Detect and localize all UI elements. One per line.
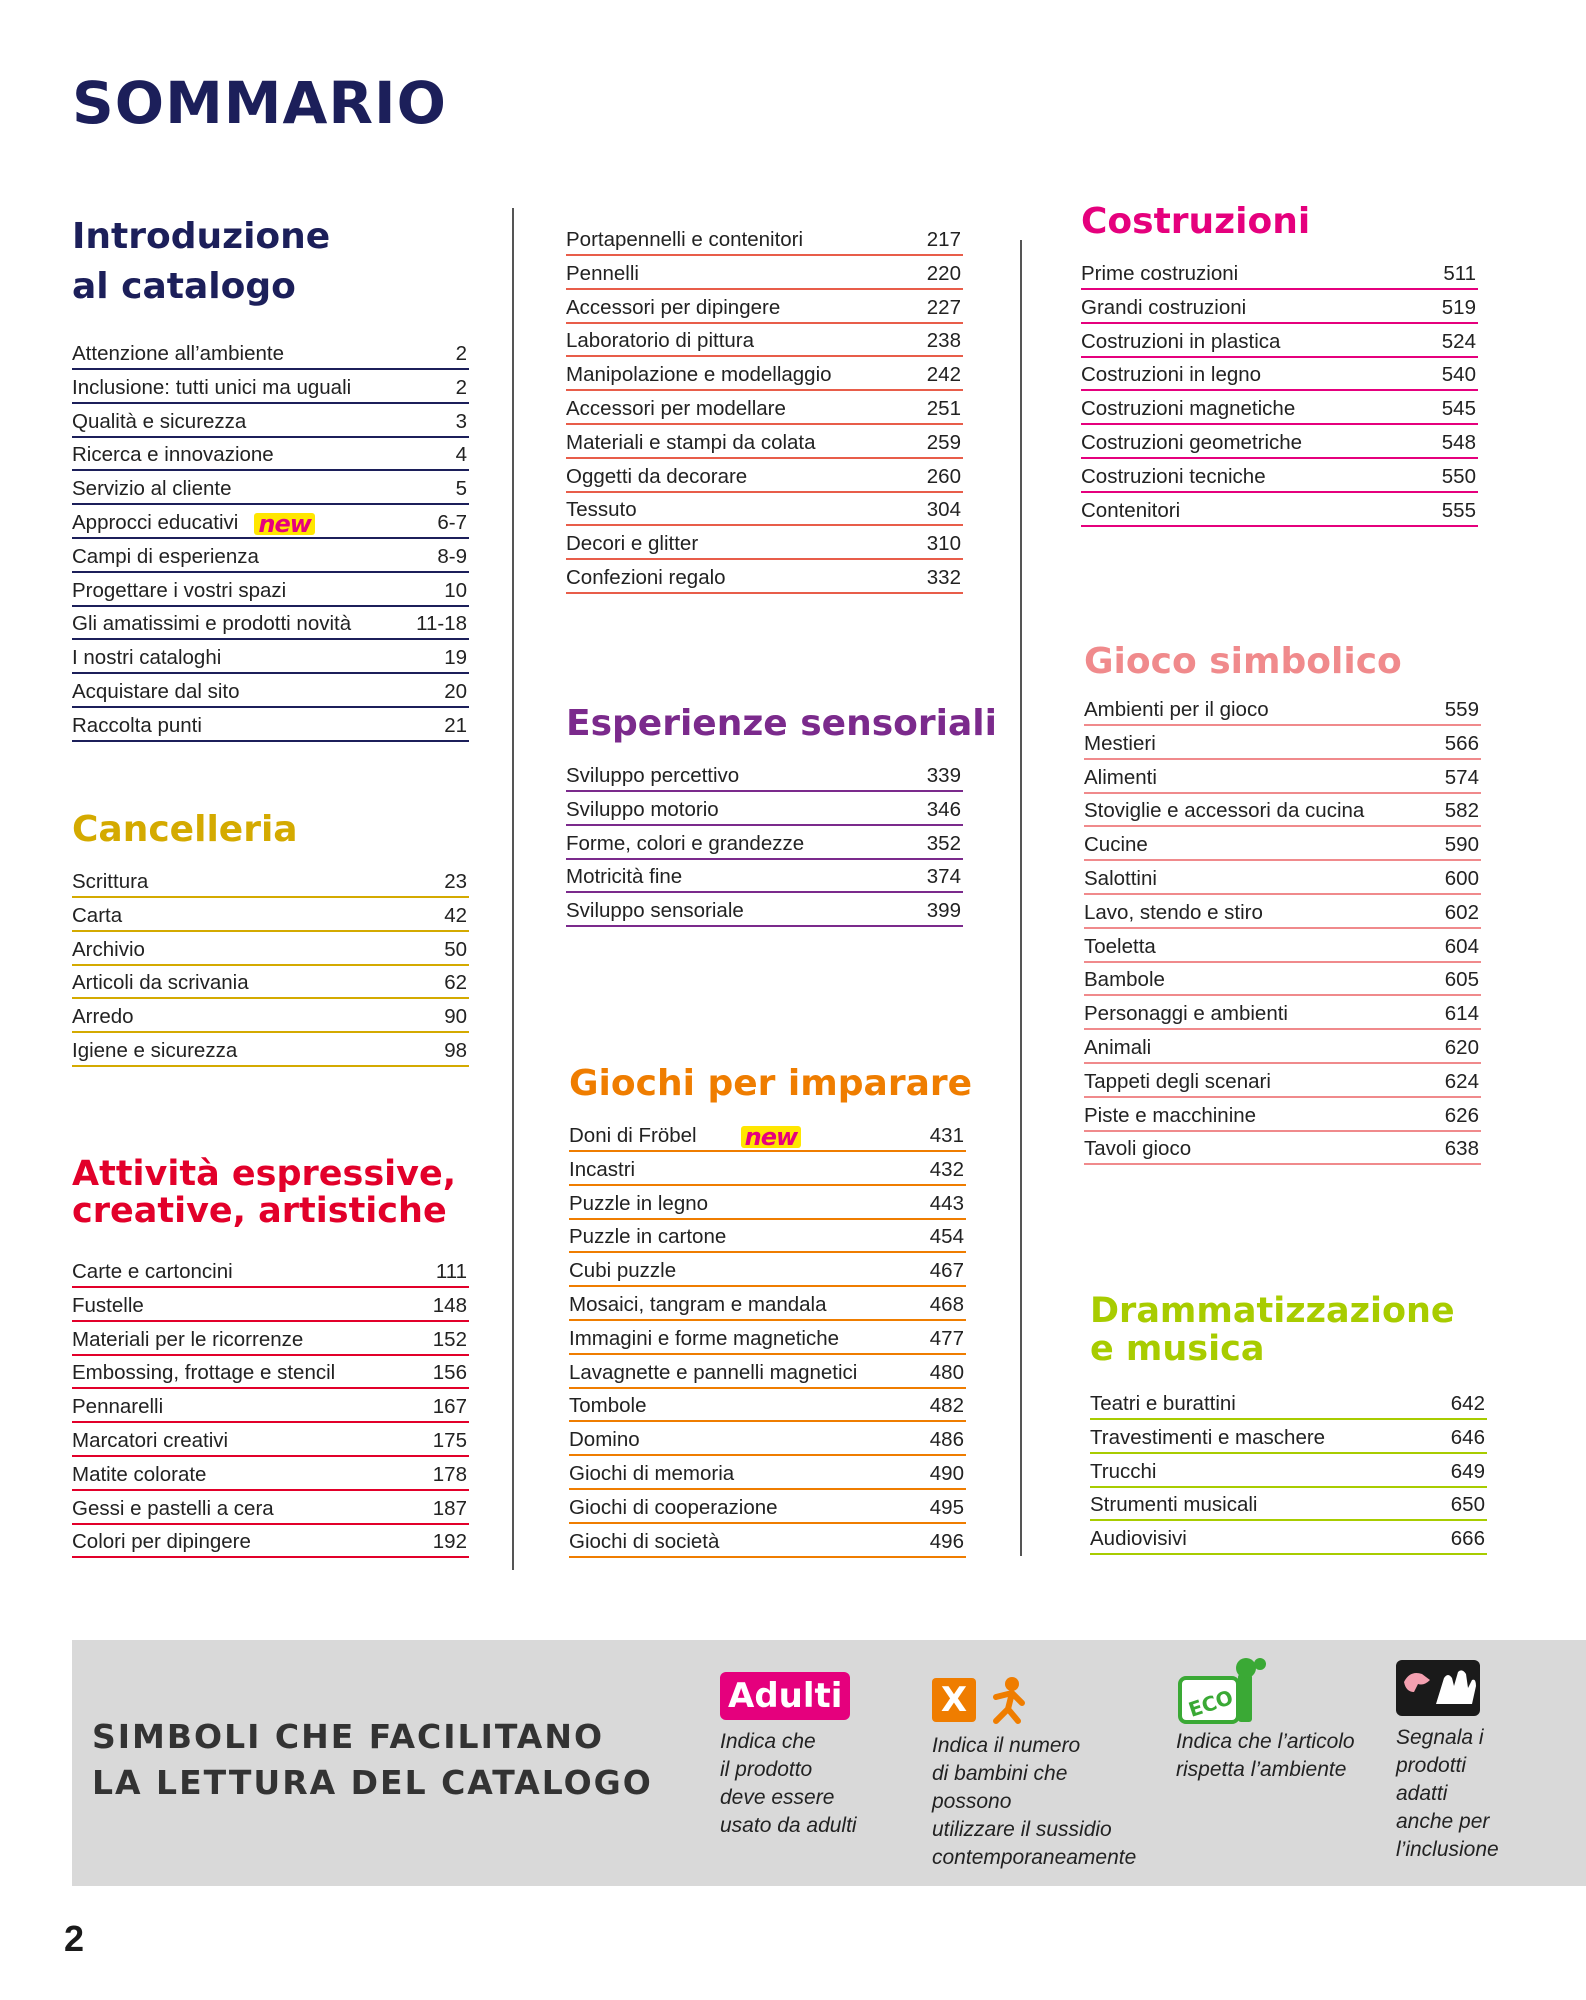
toc-entry — [569, 1492, 966, 1524]
toc-entry-page: 566 — [1444, 731, 1479, 755]
toc-entry — [1081, 495, 1478, 527]
toc-entry — [566, 393, 963, 425]
toc-entry-label: Colori per dipingere — [72, 1530, 251, 1554]
toc-sensoriali — [566, 760, 963, 929]
toc-entry-label: Tessuto — [566, 498, 637, 522]
toc-entry-label: Scrittura — [72, 870, 149, 893]
toc-entry-label: Inclusione: tutti unici ma uguali — [72, 375, 352, 399]
toc-entry-label: Sviluppo percettivo — [566, 764, 740, 787]
toc-entry-page: 477 — [929, 1326, 964, 1350]
toc-entry-page: 352 — [926, 831, 961, 855]
toc-entry-label: Puzzle in legno — [569, 1191, 709, 1215]
toc-entry-page: 152 — [432, 1327, 467, 1351]
toc-entry-page: 10 — [444, 578, 467, 602]
toc-entry-page: 310 — [926, 532, 961, 556]
toc-entry-page: 238 — [926, 329, 961, 353]
toc-entry — [1084, 728, 1481, 760]
toc-entry — [1090, 1422, 1487, 1454]
toc-entry-page: 555 — [1441, 498, 1476, 522]
toc-entry-label: Matite colorate — [72, 1462, 207, 1486]
toc-entry-page: 227 — [926, 295, 961, 319]
toc-entry — [569, 1526, 966, 1558]
toc-entry — [72, 1001, 469, 1033]
toc-cancelleria — [72, 866, 469, 1069]
toc-entry-page: 339 — [926, 764, 961, 787]
toc-entry-page: 374 — [926, 865, 961, 889]
toc-entry-page: 467 — [929, 1259, 964, 1283]
toc-entry — [1084, 829, 1481, 861]
toc-entry-page: 187 — [432, 1496, 467, 1520]
toc-entry-label: Confezioni regalo — [566, 565, 726, 589]
toc-entry — [569, 1255, 966, 1287]
toc-entry-page: 468 — [929, 1292, 964, 1316]
toc-entry-label: Giochi di memoria — [569, 1461, 735, 1485]
toc-entry-page: 590 — [1444, 833, 1479, 857]
legend-title: SIMBOLI CHE FACILITANO LA LETTURA DEL CATALOGO — [92, 1717, 653, 1802]
toc-portapennelli — [566, 224, 963, 596]
toc-entry-page: 550 — [1441, 464, 1476, 488]
toc-entry-label: Costruzioni tecniche — [1081, 464, 1266, 488]
inclusion-hands-icon — [1396, 1660, 1480, 1716]
toc-entry-label: Doni di Fröbel — [569, 1124, 697, 1147]
toc-entry-page: 511 — [1443, 262, 1476, 285]
toc-entry-label: Sviluppo motorio — [566, 797, 719, 821]
toc-entry-label: Forme, colori e grandezze — [566, 831, 805, 855]
toc-entry-label: Campi di esperienza — [72, 544, 259, 568]
toc-entry-page: 432 — [929, 1157, 964, 1181]
toc-entry — [1084, 762, 1481, 794]
toc-entry-page: 443 — [929, 1191, 964, 1215]
toc-entry — [72, 710, 469, 742]
toc-entry-label: Pennelli — [566, 261, 639, 285]
toc-entry-label: Motricità fine — [566, 865, 683, 889]
toc-entry-label: Servizio al cliente — [72, 477, 232, 501]
toc-entry — [1084, 964, 1481, 996]
toc-entry-label: Archivio — [72, 937, 145, 961]
toc-entry-page: 192 — [432, 1530, 467, 1554]
toc-entry-page: 90 — [444, 1005, 467, 1029]
toc-entry-page: 332 — [926, 565, 961, 589]
toc-entry — [569, 1357, 966, 1389]
toc-entry-label: Materiali per le ricorrenze — [72, 1327, 304, 1351]
toc-entry-page: 4 — [455, 443, 467, 467]
toc-entry — [1081, 393, 1478, 425]
toc-entry — [72, 608, 469, 640]
toc-entry-page: 495 — [929, 1495, 964, 1519]
toc-entry — [1084, 998, 1481, 1030]
toc-entry-label: Tombole — [569, 1394, 647, 1418]
toc-entry-page: 524 — [1441, 329, 1476, 353]
toc-entry-label: Travestimenti e maschere — [1090, 1425, 1326, 1449]
toc-entry — [72, 1324, 469, 1356]
toc-entry-page: 156 — [432, 1361, 467, 1385]
toc-attivita — [72, 1256, 469, 1560]
toc-entry — [72, 575, 469, 607]
legend-eco — [1176, 1656, 1396, 1784]
toc-entry-page: 2 — [455, 375, 467, 399]
eco-icon — [1176, 1656, 1276, 1726]
toc-entry-label: Salottini — [1084, 866, 1157, 890]
section-heading-costruzioni: Costruzioni — [1081, 201, 1311, 242]
legend-numero — [932, 1672, 1152, 1872]
toc-entry-page: 259 — [926, 430, 961, 454]
toc-entry — [1081, 461, 1478, 493]
section-heading-intro: Introduzione al catalogo — [72, 216, 331, 307]
toc-entry — [566, 461, 963, 493]
toc-entry — [72, 900, 469, 932]
toc-entry-label: Personaggi e ambienti — [1084, 1002, 1288, 1026]
toc-entry-page: 19 — [444, 646, 467, 670]
toc-entry-page: 649 — [1450, 1459, 1485, 1483]
toc-entry-page: 304 — [926, 498, 961, 522]
toc-entry-label: Bambole — [1084, 968, 1165, 992]
toc-entry — [569, 1458, 966, 1490]
toc-entry-page: 490 — [929, 1461, 964, 1485]
toc-entry-label: Arredo — [72, 1005, 134, 1029]
section-heading-cancelleria: Cancelleria — [72, 809, 298, 850]
toc-entry-label: Portapennelli e contenitori — [566, 228, 804, 251]
toc-entry-label: Teatri e burattini — [1090, 1392, 1236, 1415]
toc-entry — [1084, 931, 1481, 963]
toc-entry-label: Mosaici, tangram e mandala — [569, 1292, 827, 1316]
toc-entry-label: Giochi di società — [569, 1529, 720, 1553]
column-divider-left — [512, 208, 514, 1570]
toc-entry-label: Immagini e forme magnetiche — [569, 1326, 840, 1350]
toc-entry — [72, 473, 469, 505]
toc-entry-label: Articoli da scrivania — [72, 971, 249, 995]
toc-entry — [1090, 1489, 1487, 1521]
toc-entry — [566, 427, 963, 459]
toc-entry-label: Piste e macchinine — [1084, 1103, 1257, 1127]
toc-entry — [569, 1424, 966, 1456]
toc-entry-page: 620 — [1444, 1035, 1479, 1059]
legend-adulti — [720, 1672, 880, 1840]
toc-entry-label: Accessori per modellare — [566, 396, 786, 420]
toc-entry-page: 111 — [435, 1260, 467, 1283]
toc-entry-label: Progettare i vostri spazi — [72, 578, 287, 602]
toc-drammatizzazione — [1090, 1388, 1487, 1557]
toc-entry-label: Accessori per dipingere — [566, 295, 781, 319]
toc-entry — [1084, 1066, 1481, 1098]
toc-entry — [566, 528, 963, 560]
toc-entry-label: Puzzle in cartone — [569, 1225, 727, 1249]
toc-entry-label: Acquistare dal sito — [72, 679, 240, 703]
toc-entry — [1081, 326, 1478, 358]
toc-entry — [72, 406, 469, 438]
toc-entry-label: Gessi e pastelli a cera — [72, 1496, 274, 1520]
toc-entry-label: Oggetti da decorare — [566, 464, 748, 488]
toc-entry-page: 20 — [444, 679, 467, 703]
new-badge: new — [254, 513, 315, 535]
toc-entry-label: Giochi di cooperazione — [569, 1495, 778, 1519]
toc-entry — [72, 1035, 469, 1067]
toc-entry-label: Costruzioni in legno — [1081, 363, 1262, 387]
toc-entry-label: Costruzioni geometriche — [1081, 430, 1303, 454]
toc-entry-page: 21 — [444, 713, 467, 737]
toc-entry-page: 614 — [1444, 1002, 1479, 1026]
legend-inclusione — [1396, 1660, 1546, 1864]
toc-entry-label: Sviluppo sensoriale — [566, 899, 744, 923]
toc-entry-page: 604 — [1444, 934, 1479, 958]
toc-entry-label: Alimenti — [1084, 765, 1157, 789]
toc-entry — [72, 866, 469, 898]
toc-entry — [72, 934, 469, 966]
toc-entry — [569, 1289, 966, 1321]
toc-entry-page: 496 — [929, 1529, 964, 1553]
toc-entry-label: Costruzioni magnetiche — [1081, 397, 1296, 421]
toc-entry-page: 175 — [432, 1428, 467, 1452]
toc-entry-label: Cucine — [1084, 833, 1148, 857]
toc-entry-page: 242 — [926, 363, 961, 387]
toc-entry — [1084, 1100, 1481, 1132]
toc-entry-page: 11-18 — [416, 612, 467, 636]
toc-entry-page: 217 — [926, 228, 961, 251]
toc-entry-label: Carte e cartoncini — [72, 1260, 233, 1283]
toc-entry-page: 98 — [444, 1038, 467, 1062]
symbols-legend — [72, 1640, 1586, 1886]
toc-entry-label: Marcatori creativi — [72, 1428, 229, 1452]
toc-giochi — [569, 1120, 966, 1559]
toc-entry — [566, 292, 963, 324]
toc-entry — [1090, 1388, 1487, 1420]
toc-entry-page: 167 — [432, 1395, 467, 1419]
toc-entry-page: 486 — [929, 1428, 964, 1452]
toc-entry-page: 346 — [926, 797, 961, 821]
toc-entry-label: Lavo, stendo e stiro — [1084, 900, 1263, 924]
toc-entry-page: 2 — [455, 342, 467, 365]
toc-entry-page: 559 — [1444, 698, 1479, 721]
toc-entry-page: 605 — [1444, 968, 1479, 992]
toc-entry — [1090, 1456, 1487, 1488]
column-divider-right — [1020, 240, 1022, 1556]
toc-entry-label: Fustelle — [72, 1293, 144, 1317]
toc-entry — [566, 760, 963, 792]
toc-entry-label: Embossing, frottage e stencil — [72, 1361, 336, 1385]
toc-entry-label: Animali — [1084, 1035, 1152, 1059]
toc-entry — [569, 1390, 966, 1422]
toc-entry-label: Materiali e stampi da colata — [566, 430, 816, 454]
toc-entry-label: Manipolazione e modellaggio — [566, 363, 832, 387]
toc-entry-label: Domino — [569, 1428, 640, 1452]
toc-entry-label: Stoviglie e accessori da cucina — [1084, 799, 1365, 823]
toc-entry-page: 6-7 — [437, 510, 467, 534]
toc-entry-page: 5 — [455, 477, 467, 501]
toc-entry-label: Toeletta — [1084, 934, 1156, 958]
toc-entry — [569, 1221, 966, 1253]
toc-entry-label: Qualità e sicurezza — [72, 409, 247, 433]
toc-entry — [566, 494, 963, 526]
toc-entry-page: 480 — [929, 1360, 964, 1384]
eco-description: Indica che l’articolo rispetta l’ambiente — [1176, 1730, 1355, 1781]
toc-entry-page: 624 — [1444, 1069, 1479, 1093]
adulti-icon: Adulti — [720, 1672, 850, 1720]
toc-entry — [566, 258, 963, 290]
toc-entry-label: Strumenti musicali — [1090, 1493, 1258, 1517]
section-heading-drammatizzazione: Drammatizzazione e musica — [1090, 1291, 1455, 1369]
toc-entry-label: Laboratorio di pittura — [566, 329, 755, 353]
toc-entry — [72, 1493, 469, 1525]
toc-entry — [72, 541, 469, 573]
toc-entry-page: 3 — [455, 409, 467, 433]
toc-entry-page: 545 — [1441, 397, 1476, 421]
toc-entry — [1084, 795, 1481, 827]
toc-entry — [72, 439, 469, 471]
toc-entry-page: 148 — [432, 1293, 467, 1317]
toc-entry-page: 600 — [1444, 866, 1479, 890]
numero-description: Indica il numero di bambini che possono utilizzare il sussidio contemporaneamente — [932, 1734, 1137, 1869]
toc-entry — [72, 642, 469, 674]
section-heading-sensoriali: Esperienze sensoriali — [566, 703, 997, 744]
toc-entry-label: I nostri cataloghi — [72, 646, 222, 670]
toc-entry-page: 8-9 — [437, 544, 467, 568]
toc-entry — [72, 338, 469, 370]
toc-entry-label: Attenzione all’ambiente — [72, 342, 284, 365]
toc-entry — [566, 325, 963, 357]
toc-entry — [1084, 863, 1481, 895]
toc-entry-label: Tavoli gioco — [1084, 1137, 1192, 1161]
toc-entry-page: 582 — [1444, 799, 1479, 823]
toc-entry-page: 178 — [432, 1462, 467, 1486]
toc-entry-page: 602 — [1444, 900, 1479, 924]
toc-entry — [1081, 258, 1478, 290]
toc-entry-label: Ambienti per il gioco — [1084, 698, 1269, 721]
toc-entry — [566, 224, 963, 256]
toc-entry — [1084, 897, 1481, 929]
toc-entry-label: Audiovisivi — [1090, 1527, 1187, 1551]
toc-entry — [566, 828, 963, 860]
toc-entry-page: 399 — [926, 899, 961, 923]
toc-entry-label: Costruzioni in plastica — [1081, 329, 1281, 353]
svg-text:ECO: ECO — [1185, 1685, 1237, 1722]
toc-entry — [569, 1120, 966, 1152]
toc-entry-label: Incastri — [569, 1157, 636, 1181]
child-figure-icon — [982, 1675, 1028, 1725]
toc-entry — [72, 507, 469, 539]
page-title: SOMMARIO — [72, 69, 447, 137]
toc-entry-label: Grandi costruzioni — [1081, 295, 1247, 319]
toc-entry-label: Gli amatissimi e prodotti novità — [72, 612, 352, 636]
toc-entry-page: 626 — [1444, 1103, 1479, 1127]
toc-simbolico — [1084, 694, 1481, 1167]
toc-entry-page: 650 — [1450, 1493, 1485, 1517]
children-count-icon: X — [932, 1672, 1152, 1728]
page-number: 2 — [64, 1918, 85, 1959]
toc-entry-label: Trucchi — [1090, 1459, 1157, 1483]
toc-entry — [569, 1154, 966, 1186]
toc-costruzioni — [1081, 258, 1478, 528]
section-heading-giochi: Giochi per imparare — [569, 1063, 973, 1104]
toc-entry — [566, 562, 963, 594]
toc-entry — [566, 861, 963, 893]
toc-entry-page: 540 — [1441, 363, 1476, 387]
toc-entry — [72, 372, 469, 404]
toc-entry — [1081, 359, 1478, 391]
toc-entry-label: Approcci educativi — [72, 510, 239, 534]
toc-entry-label: Raccolta punti — [72, 713, 202, 737]
inclusione-description: Segnala i prodotti adatti anche per l’inclusione — [1396, 1726, 1499, 1861]
toc-entry-page: 548 — [1441, 430, 1476, 454]
toc-entry-page: 220 — [926, 261, 961, 285]
toc-entry-page: 42 — [444, 903, 467, 927]
toc-entry-label: Mestieri — [1084, 731, 1156, 755]
toc-entry — [1084, 1032, 1481, 1064]
toc-entry-page: 482 — [929, 1394, 964, 1418]
toc-entry-label: Pennarelli — [72, 1395, 164, 1419]
toc-entry-label: Carta — [72, 903, 123, 927]
toc-entry — [72, 967, 469, 999]
toc-entry-page: 50 — [444, 937, 467, 961]
toc-entry — [72, 1290, 469, 1322]
toc-entry-page: 431 — [929, 1124, 964, 1147]
toc-entry-page: 638 — [1444, 1137, 1479, 1161]
toc-entry-label: Decori e glitter — [566, 532, 699, 556]
toc-entry — [1090, 1523, 1487, 1555]
toc-entry — [72, 1256, 469, 1288]
toc-entry-page: 23 — [444, 870, 467, 893]
toc-entry-label: Ricerca e innovazione — [72, 443, 274, 467]
toc-entry-label: Contenitori — [1081, 498, 1181, 522]
toc-entry-label: Cubi puzzle — [569, 1259, 677, 1283]
toc-entry-label: Igiene e sicurezza — [72, 1038, 238, 1062]
toc-entry — [569, 1188, 966, 1220]
toc-entry — [1081, 427, 1478, 459]
toc-entry-page: 666 — [1450, 1527, 1485, 1551]
toc-entry-page: 646 — [1450, 1425, 1485, 1449]
toc-entry — [569, 1323, 966, 1355]
toc-entry-label: Prime costruzioni — [1081, 262, 1239, 285]
toc-entry — [566, 794, 963, 826]
toc-entry-page: 260 — [926, 464, 961, 488]
new-badge: new — [741, 1126, 802, 1148]
toc-entry-page: 251 — [926, 396, 961, 420]
toc-entry — [72, 1425, 469, 1457]
toc-entry — [1084, 1133, 1481, 1165]
toc-entry — [72, 1526, 469, 1558]
section-heading-attivita: Attività espressive, creative, artistiche — [72, 1154, 457, 1231]
adulti-description: Indica che il prodotto deve essere usato da adulti — [720, 1730, 857, 1837]
toc-entry — [72, 1459, 469, 1491]
toc-entry — [566, 359, 963, 391]
toc-entry-page: 574 — [1444, 765, 1479, 789]
toc-entry — [72, 1357, 469, 1389]
toc-entry-page: 519 — [1441, 295, 1476, 319]
toc-entry-label: Lavagnette e pannelli magnetici — [569, 1360, 858, 1384]
toc-entry — [72, 676, 469, 708]
toc-intro — [72, 338, 469, 744]
toc-entry-page: 454 — [929, 1225, 964, 1249]
toc-entry-page: 642 — [1450, 1392, 1485, 1415]
toc-entry — [566, 895, 963, 927]
section-heading-simbolico: Gioco simbolico — [1084, 641, 1402, 682]
toc-entry — [1084, 694, 1481, 726]
toc-entry-page: 62 — [444, 971, 467, 995]
toc-entry — [72, 1391, 469, 1423]
toc-entry — [1081, 292, 1478, 324]
toc-entry-label: Tappeti degli scenari — [1084, 1069, 1271, 1093]
